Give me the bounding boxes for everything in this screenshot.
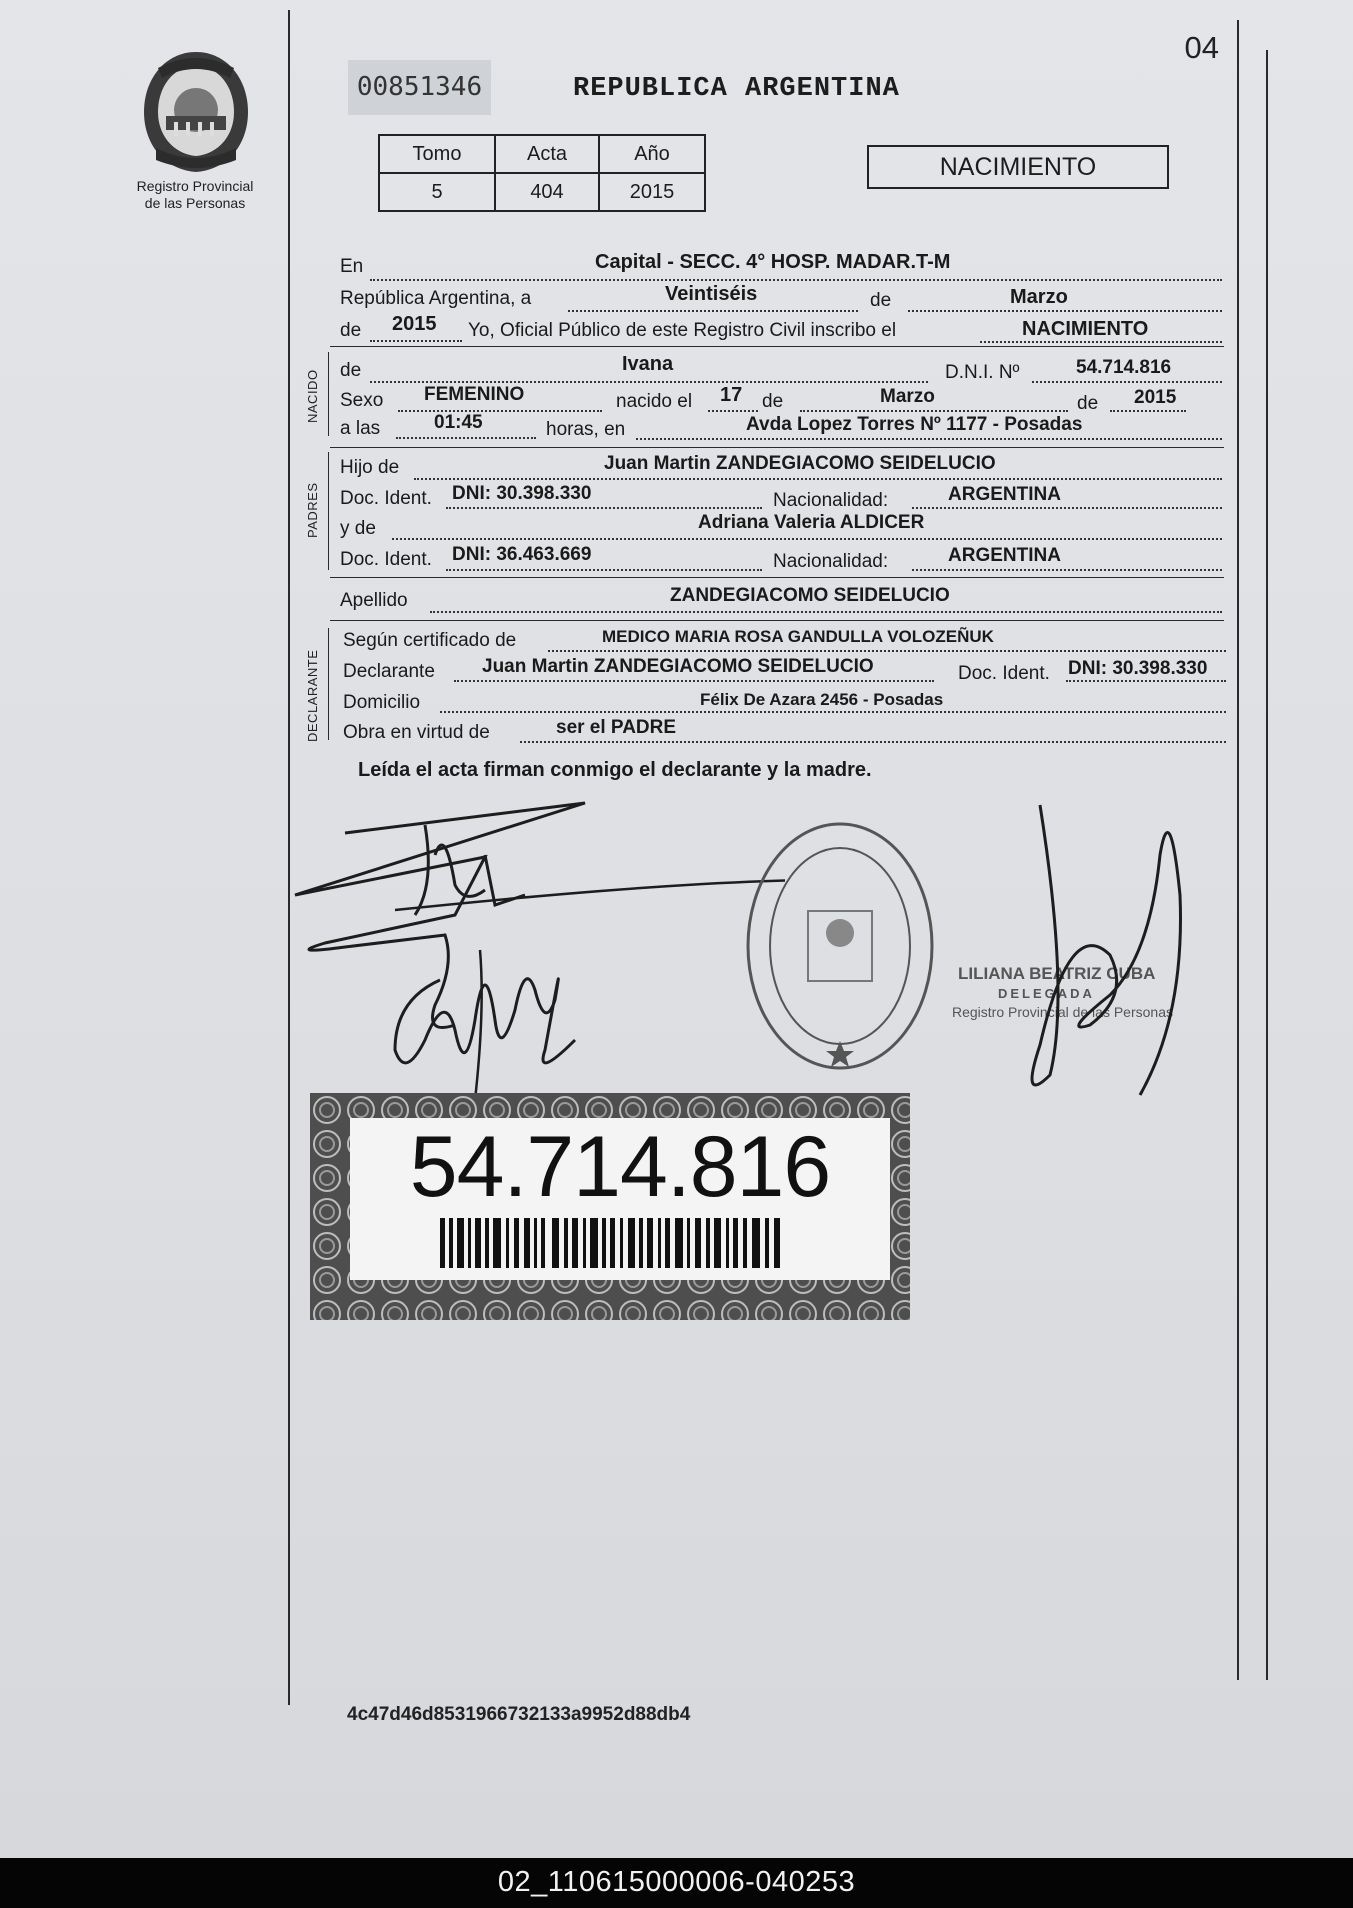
nacido-de-label-3: de <box>1077 393 1099 414</box>
padre-doc-label: Doc. Ident. <box>340 488 432 509</box>
officer-role: DELEGADA <box>998 986 1095 1001</box>
nacido-de-label-2: de <box>762 391 784 412</box>
obra-line <box>520 741 1226 743</box>
padre-doc-line <box>446 507 762 509</box>
apellido-line <box>430 611 1222 613</box>
domicilio-label: Domicilio <box>343 692 421 713</box>
serial-number: 00851346 <box>348 60 491 115</box>
padre-nac-line <box>912 507 1222 509</box>
declarante-line <box>454 680 934 682</box>
madre-nac-line <box>912 569 1222 571</box>
tipo-value: NACIMIENTO <box>1022 318 1149 340</box>
anio-header: Año <box>599 135 705 173</box>
leida-statement: Leída el acta firman conmigo el declarante y la madre. <box>358 759 872 781</box>
barcode-number: 54.714.816 <box>409 1119 831 1215</box>
padre-nac-value: ARGENTINA <box>948 484 1061 505</box>
sexo-value: FEMENINO <box>424 384 525 405</box>
barcode-bars <box>440 1218 790 1268</box>
madre-value: Adriana Valeria ALDICER <box>698 512 925 533</box>
anio-nac-line <box>1110 410 1186 412</box>
mes-nac-line <box>800 410 1068 412</box>
dia-nac-value: 17 <box>720 384 743 406</box>
sexo-label: Sexo <box>340 390 384 411</box>
declarante-doc-value: DNI: 30.398.330 <box>1068 658 1208 679</box>
obra-label: Obra en virtud de <box>343 722 490 743</box>
right-margin-line-2 <box>1266 50 1268 1680</box>
hora-line <box>396 437 536 439</box>
nombre-value: Ivana <box>622 353 674 375</box>
madre-doc-line <box>446 569 762 571</box>
madre-line <box>392 538 1222 540</box>
divider-nacido <box>330 447 1224 448</box>
yo-label: Yo, Oficial Público de este Registro Civil inscribo el <box>468 320 897 341</box>
divider-intro <box>330 346 1224 347</box>
madre-nac-label: Nacionalidad: <box>773 551 889 572</box>
dia-nac-line <box>708 410 758 412</box>
acta-header: Acta <box>495 135 599 173</box>
apellido-value: ZANDEGIACOMO SEIDELUCIO <box>670 585 950 606</box>
padre-value: Juan Martin ZANDEGIACOMO SEIDELUCIO <box>604 453 996 474</box>
domicilio-line <box>440 711 1226 713</box>
mes-nac-value: Marzo <box>880 386 935 407</box>
document-hash: 4c47d46d8531966732133a9952d88db4 <box>347 1704 691 1725</box>
nacido-bracket <box>328 352 329 436</box>
right-margin-line <box>1237 20 1239 1680</box>
dni-label: D.N.I. Nº <box>945 362 1020 383</box>
declarante-label: Declarante <box>343 661 435 682</box>
de-label-2: de <box>340 320 362 341</box>
tipo-line <box>980 341 1222 343</box>
acta-value: 404 <box>495 173 599 211</box>
padre-doc-value: DNI: 30.398.330 <box>452 483 592 504</box>
record-type-box: NACIMIENTO <box>867 145 1169 189</box>
logo-caption-line1: Registro Provincial <box>136 178 254 194</box>
officer-office: Registro Provincial de las Personas <box>952 1004 1173 1020</box>
padres-section-label: PADRES <box>305 482 320 538</box>
madre-doc-label: Doc. Ident. <box>340 549 432 570</box>
lugar-value: Avda Lopez Torres Nº 1177 - Posadas <box>746 414 1083 435</box>
anio-line <box>370 340 462 342</box>
lugar-line <box>636 438 1222 440</box>
divider-padres <box>330 577 1224 578</box>
province-emblem <box>136 48 256 176</box>
madre-doc-value: DNI: 36.463.669 <box>452 544 592 565</box>
en-label: En <box>340 256 364 277</box>
dia-value: Veintiséis <box>665 283 758 305</box>
declarante-doc-line <box>1066 680 1226 682</box>
divider-apellido <box>330 620 1224 621</box>
logo-caption-line2: de las Personas <box>144 195 246 211</box>
record-table <box>378 134 706 212</box>
anio-intro-value: 2015 <box>392 313 437 335</box>
sexo-line <box>398 410 602 412</box>
de-label-1: de <box>870 290 892 311</box>
nacido-section-label: NACIDO <box>305 369 320 423</box>
hijo-de-label: Hijo de <box>340 457 400 478</box>
certificado-value: MEDICO MARIA ROSA GANDULLA VOLOZEÑUK <box>602 627 994 646</box>
mes-line <box>908 310 1222 312</box>
hora-value: 01:45 <box>434 412 483 433</box>
madre-signature <box>385 930 585 1105</box>
nacido-el-label: nacido el <box>616 391 693 412</box>
declarante-value: Juan Martin ZANDEGIACOMO SEIDELUCIO <box>482 656 874 677</box>
certificado-line <box>548 650 1226 652</box>
page-number: 04 <box>1184 30 1219 65</box>
declarante-section-label: DECLARANTE <box>305 649 320 742</box>
domicilio-value: Félix De Azara 2456 - Posadas <box>700 690 944 709</box>
nombre-line <box>370 381 928 383</box>
nacido-de-label: de <box>340 360 362 381</box>
officer-name: LILIANA BEATRIZ CUBA <box>958 964 1156 983</box>
obra-value: ser el PADRE <box>556 717 677 738</box>
en-line <box>370 279 1222 281</box>
certificado-label: Según certificado de <box>343 630 517 651</box>
madre-nac-value: ARGENTINA <box>948 545 1061 566</box>
a-las-label: a las <box>340 418 381 439</box>
tomo-value: 5 <box>379 173 495 211</box>
document-title: REPUBLICA ARGENTINA <box>573 74 900 104</box>
official-seal <box>740 815 940 1077</box>
apellido-label: Apellido <box>340 590 408 611</box>
footer-filename: 02_110615000006-040253 <box>497 1866 856 1898</box>
y-de-label: y de <box>340 518 376 539</box>
dia-line <box>568 310 858 312</box>
anio-value: 2015 <box>599 173 705 211</box>
declarante-bracket <box>328 628 329 740</box>
padres-bracket <box>328 452 329 570</box>
horas-en-label: horas, en <box>546 419 626 440</box>
officer-signature <box>1010 795 1190 1115</box>
anio-nac-value: 2015 <box>1134 387 1177 408</box>
republica-label: República Argentina, a <box>340 288 532 309</box>
dni-line <box>1032 381 1222 383</box>
tomo-header: Tomo <box>379 135 495 173</box>
padre-nac-label: Nacionalidad: <box>773 490 889 511</box>
padre-line <box>414 478 1222 480</box>
mes-value: Marzo <box>1010 286 1068 308</box>
en-value: Capital - SECC. 4° HOSP. MADAR.T-M <box>595 251 951 273</box>
declarante-doc-label: Doc. Ident. <box>958 663 1050 684</box>
dni-value: 54.714.816 <box>1076 357 1172 378</box>
